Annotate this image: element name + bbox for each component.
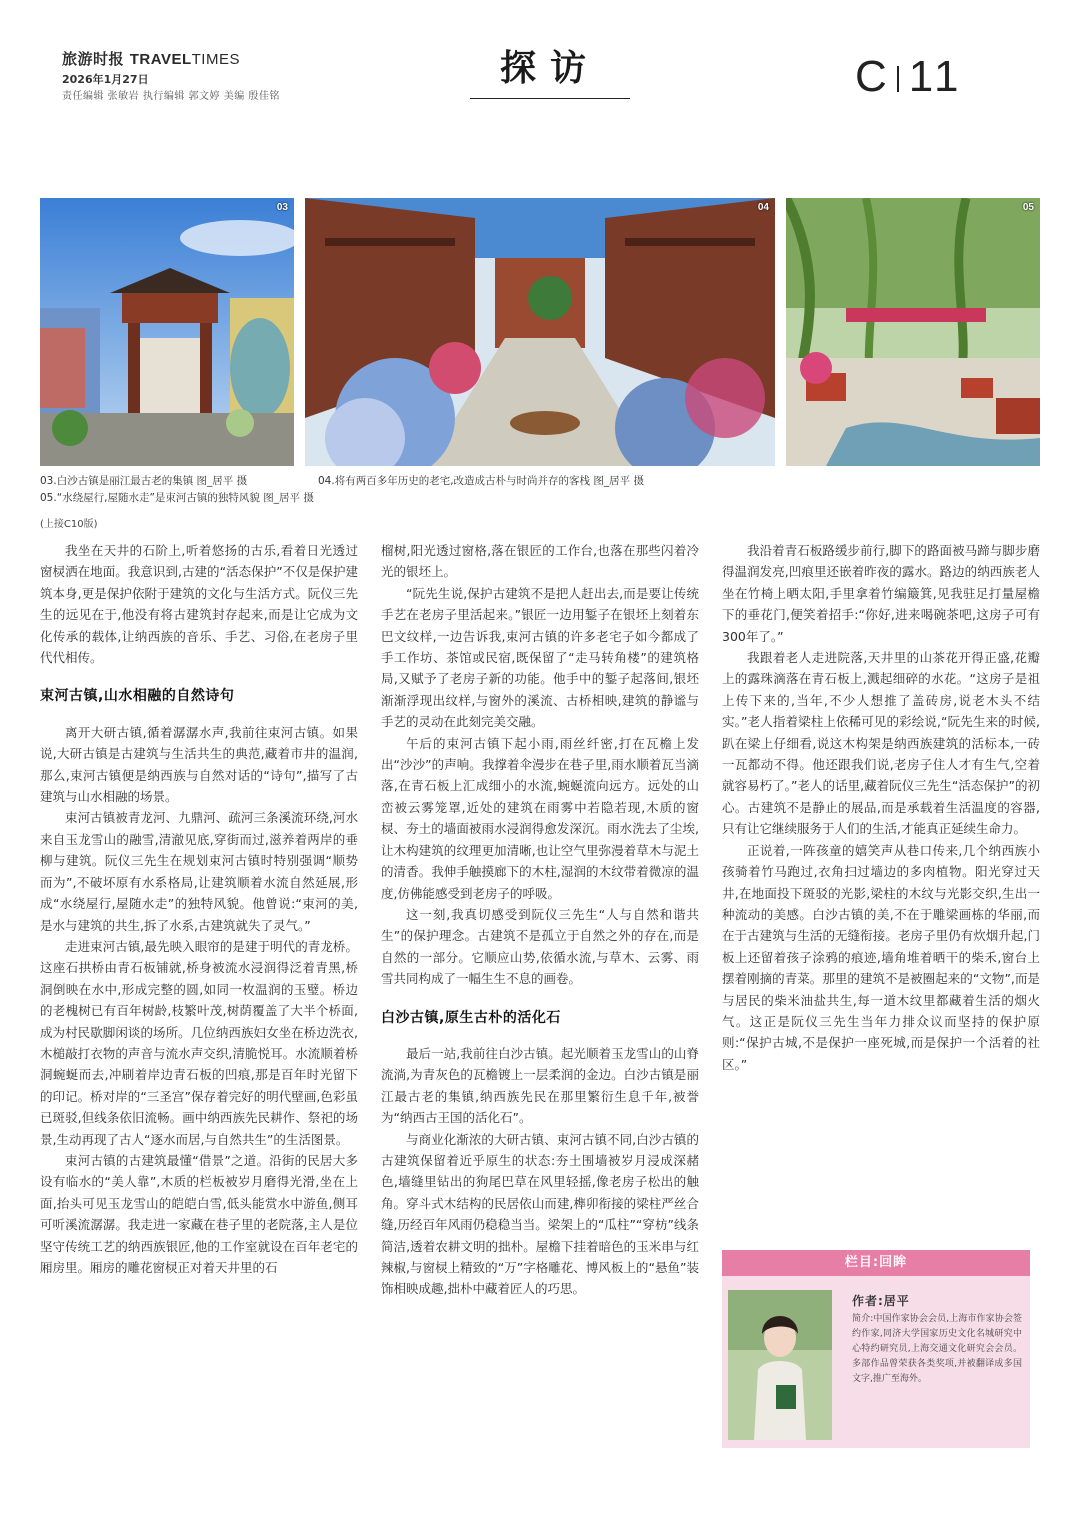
column-header: 栏目:回眸	[722, 1250, 1030, 1276]
continued-from-note: (上接C10版)	[40, 519, 98, 530]
photo-05	[786, 198, 1040, 466]
paragraph: 走进束河古镇,最先映入眼帘的是建于明代的青龙桥。这座石拱桥由青石板铺就,桥身被流水浸润得泛着青黑,桥洞倒映在水中,形成完整的圆,如同一枚温润的玉璧。桥边的老槐树已有百年树龄,枝繁叶茂,树荫覆盖了大半个桥面,成为村民歇脚闲谈的场所。几位纳西族妇女坐在桥边洗衣,木槌敲打衣物的声音与流水声交织,清脆悦耳。水流顺着桥洞蜿蜒而去,冲刷着岸边青石板的凹痕,那是百年时光留下的印记。桥对岸的“三圣宫”保存着完好的明代壁画,色彩虽已斑驳,但线条依旧流畅。画中纳西族先民耕作、祭祀的场景,生动再现了古人“逐水而居,与自然共生”的生活图景。	[40, 938, 358, 1147]
paragraph: 我跟着老人走进院落,天井里的山茶花开得正盛,花瓣上的露珠滴落在青石板上,溅起细碎的水花。“这房子是祖上传下来的,当年,不少人想推了盖砖房,说老木头不结实。”老人指着梁柱上依稀可见的彩绘说,“阮先生来的时候,趴在梁上仔细看,说这木构架是纳西族建筑的活标本,一砖一瓦都动不得。他还跟我们说,老房子住人才有生气,空着就容易朽了。”老人的话里,藏着阮仪三先生“活态保护”的初心。古建筑不是静止的展品,而是承载着生活温度的容器,只有让它继续服务于人们的生活,才能真正延续生命力。	[722, 650, 1040, 837]
photo-willow-icon	[786, 198, 1040, 466]
page-number	[855, 52, 962, 102]
photo-03	[40, 198, 294, 466]
author-photo	[728, 1290, 832, 1440]
brand-english-light: TIMES	[191, 51, 240, 68]
paragraph: 午后的束河古镇下起小雨,雨丝纤密,打在瓦檐上发出“沙沙”的声响。我撑着伞漫步在巷子里,雨水顺着瓦当滴落,在青石板上汇成细小的水流,蜿蜒流向远方。远处的山峦被云雾笼罩,近处的建筑在雨雾中若隐若现,木质的窗棂、夯土的墙面被雨水浸润得愈发深沉。雨水洗去了尘埃,让木构建筑的纹理更加清晰,也让空气里弥漫着草木与泥土的清香。我伸手触摸廊下的木柱,湿润的木纹带着微凉的温度,仿佛能感受到老房子的呼吸。	[381, 735, 699, 901]
section-title: 探访	[499, 48, 600, 89]
author-bio: 简介:中国作家协会会员,上海市作家协会签约作家,同济大学国家历史文化名城研究中心特约研究员,上海交通文化研究会会员。多部作品曾荣获各类奖项,并被翻译成多国文字,推广至海外。	[852, 1314, 1022, 1384]
paragraph: 束河古镇的古建筑最懂“借景”之道。沿街的民居大多设有临水的“美人靠”,木质的栏板被岁月磨得光滑,坐在上面,抬头可见玉龙雪山的皑皑白雪,低头能赏水中游鱼,侧耳可听溪流潺潺。我走进一家藏在巷子里的老院落,主人是位坚守传统工艺的纳西族银匠,他的工作室就设在百年老宅的厢房里。厢房的雕花窗棂正对着天井里的石	[40, 1152, 358, 1275]
page-number-value: 11	[908, 52, 963, 101]
article-column-3	[722, 540, 1040, 1075]
paragraph: 这一刻,我真切感受到阮仪三先生“人与自然和谐共生”的保护理念。古建筑不是孤立于自然之外的存在,而是自然的一部分。它顺应山势,依循水流,与草木、云雾、雨雪共同构成了一幅生生不息的画卷。	[381, 906, 699, 987]
paragraph: 束河古镇被青龙河、九鼎河、疏河三条溪流环绕,河水来自玉龙雪山的融雪,清澈见底,穿街而过,滋养着两岸的垂柳与建筑。阮仪三先生在规划束河古镇时特别强调“顺势而为”,不破坏原有水系格局,让建筑顺着水流自然延展,形成“水绕屋行,屋随水走”的独特风貌。他曾说:“束河的美,是水与建筑的共生,拆了水系,古建筑就失了灵气。”	[40, 810, 358, 933]
paragraph: 我坐在天井的石阶上,听着悠扬的古乐,看着日光透过窗棂洒在地面。我意识到,古建的“活态保护”不仅是保护建筑本身,更是保护依附于建筑的文化与生活方式。阮仪三先生的远见在于,他没有将古建筑封存起来,而是让它成为文化传承的载体,让纳西族的音乐、手艺、习俗,在老房子里代代相传。	[40, 543, 358, 666]
brand-chinese: 旅游时报	[62, 50, 125, 68]
caption-04: 04.将有两百多年历史的老宅,改造成古朴与时尚并存的客栈 图_居平 摄	[318, 475, 644, 487]
paragraph: 与商业化渐浓的大研古镇、束河古镇不同,白沙古镇的古建筑保留着近乎原生的状态:夯土围墙被岁月浸成深赭色,墙缝里钻出的狗尾巴草在风里轻摇,像老房子松出的触角。穿斗式木结构的民居依山而建,榫卯衔接的梁柱严丝合缝,历经百年风雨仍稳稳当当。梁架上的“瓜柱”“穿枋”线条简洁,透着农耕文明的拙朴。屋檐下挂着暗色的玉米串与红辣椒,与窗棂上精致的“万”字格雕花、博风板上的“悬鱼”装饰相映成趣,拙朴中藏着匠人的巧思。	[381, 1131, 699, 1297]
paragraph: 最后一站,我前往白沙古镇。起光顺着玉龙雪山的山脊流淌,为青灰色的瓦檐镀上一层柔润的金边。白沙古镇是丽江最古老的集镇,纳西族先民在那里繁衍生息千年,被誉为“纳西古王国的活化石”。	[381, 1045, 699, 1126]
paragraph: 离开大研古镇,循着潺潺水声,我前往束河古镇。如果说,大研古镇是古建筑与生活共生的典范,藏着市井的温润,那么,束河古镇便是纳西族与自然对话的“诗句”,描写了古建筑与山水相融的场景。	[40, 724, 358, 805]
paragraph: 我沿着青石板路缓步前行,脚下的路面被马蹄与脚步磨得温润发亮,凹痕里还嵌着昨夜的露水。路边的纳西族老人坐在竹椅上晒太阳,手里拿着竹编簸箕,见我驻足打量屋檐下的垂花门,便笑着招手:“你好,进来喝碗茶吧,这房子可有300年了。”	[722, 543, 1040, 644]
section-code: C	[855, 52, 891, 101]
page-divider	[897, 66, 899, 92]
photo-number: 03	[276, 202, 288, 213]
photo-gate-icon	[40, 198, 294, 466]
subheading-baisha: 白沙古镇,原生古朴的活化石	[381, 1009, 561, 1026]
article-column-2	[381, 540, 699, 1300]
paragraph: 榴树,阳光透过窗格,落在银匠的工作台,也落在那些闪着冷光的银坯上。	[381, 543, 699, 580]
brand-english-bold: TRAVEL	[129, 51, 192, 68]
photo-courtyard-icon	[305, 198, 775, 466]
photo-04	[305, 198, 775, 466]
photo-number: 05	[1022, 202, 1034, 213]
photo-number: 04	[757, 202, 769, 213]
issue-date: 2026年1月27日	[62, 73, 149, 86]
editors-line: 责任编辑 张敏岩 执行编辑 郭文婷 美编 殷佳铭	[62, 91, 280, 102]
article-column-1	[40, 540, 358, 1278]
section-underline	[470, 98, 630, 99]
author-name: 作者:居平	[852, 1294, 910, 1308]
author-portrait-icon	[728, 1290, 832, 1440]
caption-03: 03.白沙古镇是丽江最古老的集镇 图_居平 摄	[40, 475, 248, 487]
newspaper-brand	[62, 48, 240, 69]
paragraph: 正说着,一阵孩童的嬉笑声从巷口传来,几个纳西族小孩骑着竹马跑过,衣角扫过墙边的多肉植物。阳光穿过天井,在地面投下斑驳的光影,梁柱的木纹与光影交织,生出一种流动的美感。白沙古镇的美,不在于雕梁画栋的华丽,而在于古建筑与生活的无缝衔接。老房子里仍有炊烟升起,门板上还留着孩子涂鸦的痕迹,墙角堆着晒干的柴禾,窗台上摆着刚摘的青菜。那里的建筑不是被圈起来的“文物”,而是与居民的柴米油盐共生,每一道木纹里都藏着生活的烟火气。这正是阮仪三先生当年力排众议而坚持的保护原则:“保护古城,不是保护一座死城,而是保护一个活着的社区。”	[722, 842, 1040, 1072]
paragraph: “阮先生说,保护古建筑不是把人赶出去,而是要让传统手艺在老房子里活起来。”银匠一边用錾子在银坯上刻着东巴文纹样,一边告诉我,束河古镇的许多老宅子如今都成了手工作坊、茶馆或民宿,既保留了“走马转角楼”的建筑格局,又赋予了老房子新的功能。他手中的錾子起落间,银坯渐渐浮现出纹样,与窗外的溪流、古桥相映,建筑的静谧与手艺的灵动在此刻完美交融。	[381, 585, 699, 730]
subheading-shuhe: 束河古镇,山水相融的自然诗句	[40, 688, 235, 705]
caption-05: 05.“水绕屋行,屋随水走”是束河古镇的独特风貌 图_居平 摄	[40, 492, 314, 504]
